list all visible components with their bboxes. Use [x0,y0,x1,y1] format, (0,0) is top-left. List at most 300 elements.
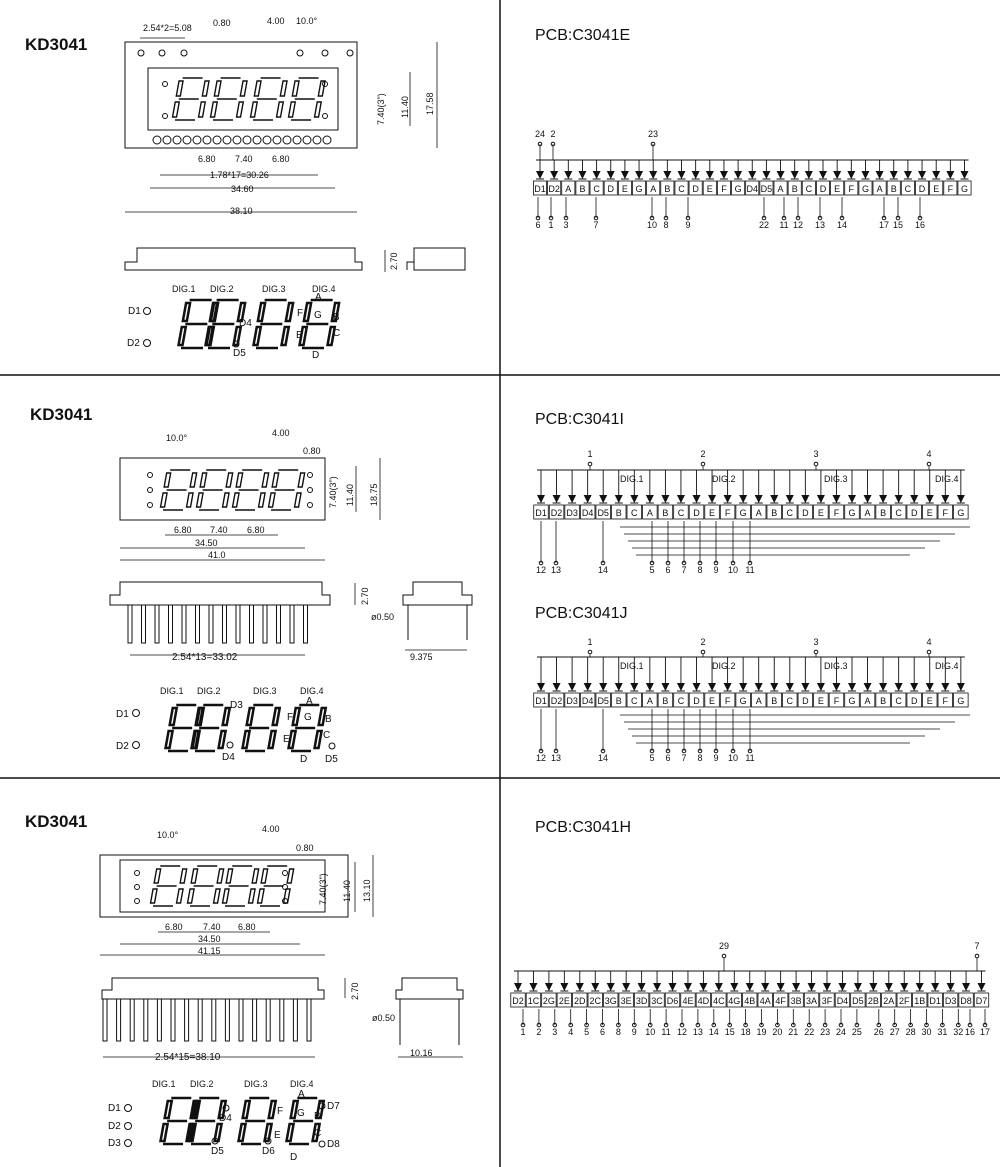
pin-number: 2 [550,129,556,139]
segment-label: D [290,1152,298,1163]
digit-1 [161,470,197,510]
diode-symbol [621,171,629,179]
diode-symbol [755,495,763,503]
model-title: KD3041 [30,405,93,424]
panel-1-mechanical [25,16,465,361]
segment-label: D2 [550,508,563,518]
pin-number: 23 [820,1027,831,1037]
diode-symbol [910,495,918,503]
segment-label: D4 [581,696,594,706]
pin-hole [293,136,301,144]
dot-label: D5 [233,348,246,359]
pin-number: 9 [713,753,719,763]
segment-label: B [664,184,671,194]
pin-leg [196,605,200,643]
diode-symbol [615,683,623,691]
diode-symbol [708,683,716,691]
dim-side-width: 10.16 [410,1048,433,1058]
pin-number: 3 [563,220,569,230]
pin-hole [173,136,181,144]
diode-symbol [536,171,544,179]
segment-label: D4 [746,184,759,194]
segment-label: 4G [728,996,741,1006]
segment-label: D2 [512,996,524,1006]
diode-symbol [926,495,934,503]
pin-leg [157,999,161,1041]
segment-label: G [957,696,965,706]
segment-label: D [693,696,700,706]
pin-number: 6 [665,565,671,575]
digit-label: DIG.4 [312,284,336,294]
pin-number: 20 [772,1027,783,1037]
diode-symbol [910,683,918,691]
diode-symbol [693,495,701,503]
segment-label: D1 [535,508,547,518]
diode-symbol [861,171,869,179]
digit-group-label: DIG.3 [824,474,848,484]
segment-label: F [297,308,304,319]
segment-label: G [848,508,856,518]
diode-symbol [537,683,545,691]
segment-label: C [678,184,685,194]
segment-label: F [833,696,840,706]
dim-width-1: 34.60 [231,184,254,194]
segment-label: F [942,508,949,518]
dim-width-1: 34.50 [195,538,218,548]
dot-label: D4 [219,1113,232,1124]
panel-2-mechanical [30,405,472,765]
digit-label: DIG.3 [244,1079,268,1089]
pin-leg [209,605,213,643]
pin-number: 17 [878,220,890,230]
diode-symbol [715,983,723,991]
segment-label: B [615,696,622,706]
pin-number: 7 [974,941,980,951]
dim-row: 2.54*13=33.02 [172,652,238,663]
segment-label: A [876,184,883,194]
pin-leg [144,999,148,1041]
digit-label: DIG.2 [210,284,234,294]
digit-group-label: DIG.2 [712,661,736,671]
pin-number: 10 [645,1027,656,1037]
pin-number: 8 [615,1027,621,1037]
diode-symbol [630,683,638,691]
dim-width-2: 38.10 [230,206,253,216]
dim-seg-width: 0.80 [303,446,321,456]
pin-number: 9 [713,565,719,575]
pin-leg [307,999,311,1041]
diode-symbol [599,495,607,503]
diode-symbol [947,983,955,991]
segment-label: C [593,184,600,194]
diode-symbol [879,495,887,503]
segment-label: E [834,184,841,194]
segment-label: 3A [806,996,818,1006]
panel-2-schematic [534,411,970,763]
dim-height-2: 11.40 [345,484,355,506]
diode-symbol [545,983,553,991]
segment-label: B [880,508,887,518]
diode-symbol [961,171,969,179]
dim-digit-3: 6.80 [247,525,265,535]
pin-number: 6 [665,753,671,763]
dot-label: D1 [116,709,129,720]
diode-symbol [649,171,657,179]
pin-hole [253,136,261,144]
pin-number: 3 [813,637,819,647]
segment-label: D4 [581,508,594,518]
diode-symbol [801,495,809,503]
digit-4 [258,866,294,906]
dim-digit-1: 6.80 [198,154,216,164]
pin-hole [193,136,201,144]
legend-digit-4 [300,300,340,348]
pin-number: 9 [631,1027,637,1037]
digit-group-label: DIG.4 [935,474,959,484]
diode-symbol [706,171,714,179]
diode-symbol [653,983,661,991]
pin-leg [263,605,267,643]
diode-symbol [730,983,738,991]
legend-digit-3 [239,1098,276,1144]
segment-label: D5 [852,996,864,1006]
pin-number: 27 [889,1027,900,1037]
pin-hole [313,136,321,144]
segment-label: D8 [960,996,972,1006]
pin-leg [236,605,240,643]
pin-number: 10 [646,220,658,230]
pin-hole [203,136,211,144]
dot-label: D4 [222,752,235,763]
pin-leg [290,605,294,643]
pin-leg [253,999,257,1041]
dot-label: D5 [211,1146,224,1157]
pin-hole [183,136,191,144]
digit-2 [188,866,224,906]
diode-symbol [661,495,669,503]
digit-group-label: DIG.1 [620,474,644,484]
segment-label: B [333,312,340,323]
dim-seg-gap: 4.00 [272,428,290,438]
pin-number: 24 [835,1027,847,1037]
pin-number: 18 [740,1027,751,1037]
segment-label: 2F [898,996,910,1006]
diode-symbol [926,683,934,691]
pin-number: 1 [520,1027,526,1037]
pin-leg [304,605,308,643]
pin-hole [223,136,231,144]
pin-leg [266,999,270,1041]
diode-symbol [805,171,813,179]
segment-label: C [631,696,638,706]
diode-symbol [777,171,785,179]
segment-label: F [277,1106,284,1117]
diode-symbol [879,683,887,691]
segment-label: F [833,508,840,518]
dot-label: D8 [327,1139,340,1150]
diode-symbol [890,171,898,179]
diode-symbol [895,495,903,503]
diode-symbol [607,983,615,991]
segment-label: D7 [975,996,988,1006]
pin-leg [117,999,121,1041]
pin-number: 6 [535,220,541,230]
pin-number: 1 [587,449,593,459]
pin-number: 11 [745,753,755,763]
dim-height-1: 7.40(3") [328,476,338,508]
pin-number: 1 [587,637,593,647]
dot-label: D2 [127,338,140,349]
pin-hole [153,136,161,144]
diode-symbol [832,683,840,691]
segment-label: 3B [790,996,802,1006]
pin-number: 30 [921,1027,932,1037]
pin-number: 2 [700,637,706,647]
diode-symbol [593,171,601,179]
segment-label: A [864,696,871,706]
dim-digit-2: 7.40 [210,525,228,535]
diode-symbol [833,171,841,179]
segment-label: E [706,184,713,194]
segment-label: B [662,508,669,518]
pcb-title-2: PCB:C3041J [535,605,628,622]
diode-symbol [864,683,872,691]
segment-label: G [960,184,969,194]
digit-group-label: DIG.2 [712,474,736,484]
segment-label: 3D [635,996,648,1006]
dim-row: 1.78*17=30.26 [210,170,269,180]
dim-width-2: 41.0 [208,550,226,560]
diode-symbol [724,683,732,691]
diode-symbol [978,983,986,991]
segment-label: A [646,696,653,706]
digit-2 [211,78,247,120]
segment-label: C [323,730,331,741]
dim-height-3: 18.75 [369,483,379,506]
segment-label: 4B [744,996,756,1006]
segment-label: D [300,754,308,765]
segment-label: D [918,184,926,194]
segment-label: 1C [527,996,540,1006]
pin-leg [225,999,229,1041]
diode-symbol [932,171,940,179]
diode-symbol [693,683,701,691]
diode-symbol [699,983,707,991]
pin-number: 9 [685,220,691,230]
pin-leg [182,605,186,643]
pcb-title: PCB:C3041I [535,411,624,428]
pin-number: 31 [937,1027,948,1037]
panel-1-schematic [533,27,971,230]
pin-number: 10 [727,565,739,575]
segment-label: E [817,508,824,518]
diode-symbol [916,983,924,991]
segment-label: B [615,508,622,518]
pin-leg [293,999,297,1041]
diode-symbol [786,683,794,691]
dim-digit-3: 6.80 [272,154,290,164]
dim-angle: 10.0° [166,433,188,443]
panel-3-schematic [511,819,990,1037]
diode-symbol [678,171,686,179]
diode-symbol [918,171,926,179]
diode-symbol [819,171,827,179]
dim-seg-gap: 4.00 [262,824,280,834]
segment-label: A [755,508,762,518]
segment-label: D [910,508,918,518]
segment-label: D4 [836,996,849,1006]
legend-digit-3 [243,705,280,751]
digit-label: DIG.3 [262,284,286,294]
segment-label: A [650,184,657,194]
dim-height-2: 11.40 [342,880,352,902]
digit-label: DIG.1 [172,284,196,294]
segment-label: G [304,712,312,723]
segment-label: C [805,184,813,194]
diode-symbol [615,495,623,503]
pin-number: 26 [873,1027,884,1037]
diode-symbol [646,683,654,691]
digit-3 [233,470,269,510]
segment-label: 4F [775,996,786,1006]
diode-symbol [864,495,872,503]
digit-1 [151,866,187,906]
dim-angle: 10.0° [157,830,179,840]
dim-width-1: 34.50 [198,934,221,944]
segment-label: E [709,508,716,518]
diode-symbol [931,983,939,991]
segment-label: G [957,508,965,518]
dot-label: D3 [230,700,243,711]
diode-symbol [838,983,846,991]
digit-label: DIG.4 [300,686,324,696]
segment-label: B [791,184,798,194]
diode-symbol [630,495,638,503]
segment-label: G [734,184,742,194]
pin-number: 4 [568,1027,574,1037]
diode-symbol [786,495,794,503]
segment-label: C [677,508,685,518]
pin-hole [263,136,271,144]
diode-symbol [895,683,903,691]
segment-label: F [287,712,294,723]
diode-symbol [708,495,716,503]
diode-symbol [848,683,856,691]
digit-label: DIG.3 [253,686,277,696]
digit-3 [223,866,259,906]
segment-label: E [926,508,933,518]
panel-3-mechanical [25,812,463,1163]
diode-symbol [957,495,965,503]
diode-symbol [876,171,884,179]
legend-digit-2 [193,705,230,751]
pin-leg [169,605,173,643]
pin-leg [103,999,107,1041]
segment-label: D5 [597,696,609,706]
dot-label: D1 [108,1103,121,1114]
segment-label: G [635,184,643,194]
diode-symbol [669,983,677,991]
dim-pitch: 2.54*2=5.08 [143,23,192,33]
dim-thickness: 2.70 [350,982,360,1000]
pin-number: 4 [926,449,932,459]
pin-hole [243,136,251,144]
segment-label: C [333,328,341,339]
pin-leg [250,605,254,643]
pin-leg [198,999,202,1041]
segment-label: F [942,696,949,706]
pin-leg [155,605,159,643]
pin-number: 13 [692,1027,703,1037]
pin-hole [163,136,171,144]
digit-4 [269,470,305,510]
dim-row: 2.54*15=38.10 [155,1052,221,1063]
diode-symbol [560,983,568,991]
dim-seg-width: 0.80 [213,18,231,28]
segment-label: D3 [566,696,578,706]
segment-label: F [721,184,727,194]
dim-width-2: 41.15 [198,946,221,956]
pin-number: 19 [756,1027,767,1037]
segment-label: C [904,184,912,194]
diode-symbol [817,495,825,503]
segment-label: F [848,184,855,194]
dim-height-3: 17.58 [425,92,435,115]
pin-number: 13 [814,220,826,230]
diode-symbol [770,495,778,503]
digit-label: DIG.1 [160,686,184,696]
pin-number: 2 [536,1027,542,1037]
diode-symbol [748,171,756,179]
diode-symbol [677,495,685,503]
pin-number: 8 [663,220,669,230]
segment-label: D [312,350,320,361]
diode-symbol [761,983,769,991]
dim-pin-diameter: ø0.50 [371,612,395,622]
diode-symbol [553,683,561,691]
dot-label: D6 [262,1146,275,1157]
segment-label: F [724,508,731,518]
pin-number: 32 [953,1027,964,1037]
diode-symbol [734,171,742,179]
digit-3 [251,78,287,120]
dim-seg-gap: 4.00 [267,16,285,26]
segment-label: D6 [666,996,679,1006]
segment-label: B [771,508,778,518]
segment-label: F [947,184,954,194]
pin-number: 6 [599,1027,606,1037]
pin-number: 14 [708,1027,719,1037]
segment-label: D3 [944,996,957,1006]
diode-symbol [801,683,809,691]
segment-label: 2A [883,996,895,1006]
segment-label: C [314,1128,322,1139]
segment-label: D [910,696,918,706]
diode-symbol [584,495,592,503]
segment-label: A [864,508,871,518]
segment-label: 4D [697,996,710,1006]
diode-symbol [529,983,537,991]
diode-symbol [514,983,522,991]
pin-number: 16 [964,1027,976,1037]
dim-height-3: 13.10 [362,879,372,902]
digit-2 [197,470,233,510]
segment-label: 2C [589,996,602,1006]
segment-label: 3F [821,996,833,1006]
diode-symbol [635,171,643,179]
pin-number: 3 [552,1027,558,1037]
diode-symbol [823,983,831,991]
